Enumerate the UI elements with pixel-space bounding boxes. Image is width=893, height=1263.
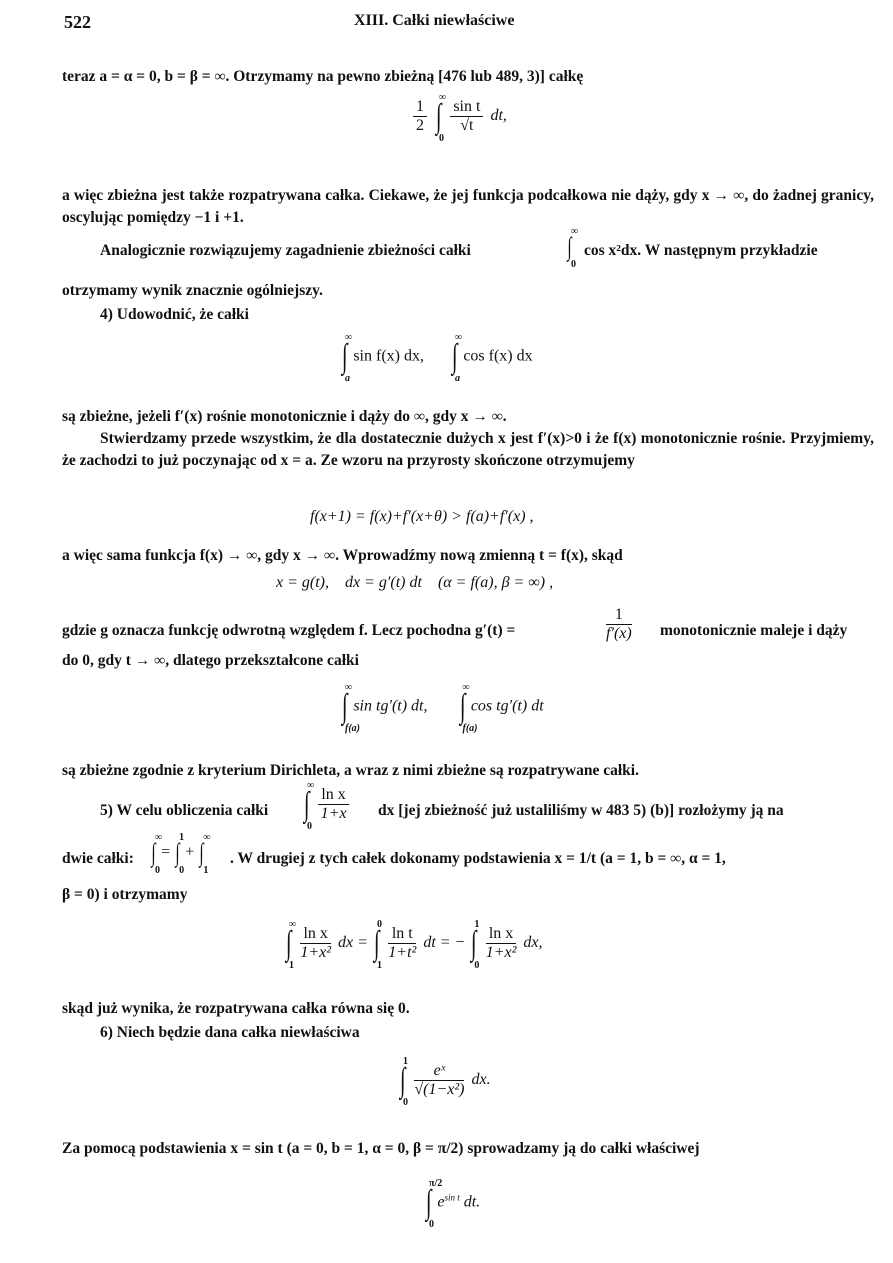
- paragraph-8-end: do 0, gdy t → ∞, dlatego przekształcone całki: [62, 652, 359, 669]
- paragraph-3-end: otrzymamy wynik znacznie ogólniejszy.: [62, 282, 323, 299]
- formula-ln-over-1-plus-x: ∫ ∞ 0 $\frac{\text{ln x}}{1+x}$: [302, 786, 352, 823]
- paragraph-11-mid: . W drugiej z tych całek dokonamy podstawienia x = 1/t (a = 1, b = ∞, α = 1,: [230, 850, 726, 867]
- paragraph-3-start: Analogicznie rozwiązujemy zagadnienie zbieżności całki: [100, 242, 471, 259]
- inline-integral: ∫ ∞ 0: [567, 226, 579, 270]
- paragraph-9: są zbieżne zgodnie z kryterium Dirichleta, a wraz z nimi zbieżne są rozpatrywane całki.: [62, 762, 639, 779]
- paragraph-6: Stwierdzamy przede wszystkim, że dla dostatecznie dużych x jest f′(x)>0 i że f(x) monotonicznie rośnie. Przyjmiemy, że zachodzi to już poczynając od x = a. Ze wzoru na przyrosty skończone otrzymujemy: [62, 430, 874, 469]
- formula-transformed-integrals: ∫ ∞ f(a) sin tg′(t) dt, ∫ ∞ f(a) cos tg′(t) dt: [341, 682, 544, 734]
- formula-half-sin-integral: $\frac{1}{2}$ ∫ ∞ 0 $\frac{\text{sin t}}{√t}$ dt,: [410, 98, 507, 135]
- paragraph-3-mid: cos x²dx. W następnym przykładzie: [584, 242, 818, 259]
- paragraph-14: Za pomocą podstawienia x = sin t (a = 0, b = 1, α = 0, β = π/2) sprowadzamy ją do całki właściwej: [62, 1140, 700, 1157]
- paragraph-5: są zbieżne, jeżeli f′(x) rośnie monotonicznie i dąży do ∞, gdy x → ∞.: [62, 408, 507, 425]
- page-number: 522: [64, 12, 91, 32]
- paragraph-10-end: dx [jej zbieżność już ustaliliśmy w 483 5) (b)] rozłożymy ją na: [378, 802, 784, 819]
- paragraph-2: a więc zbieżna jest także rozpatrywana całka. Ciekawe, że jej funkcja podcałkowa nie dąży, gdy x → ∞, do żadnej granicy, oscylując pomiędzy −1 i +1.: [62, 187, 874, 226]
- item-6-heading: 6) Niech będzie dana całka niewłaściwa: [100, 1024, 360, 1041]
- coefficient-fraction: $\frac{1}{2}$: [413, 98, 427, 135]
- integral-sign: ∫ ∞ 0: [435, 91, 447, 144]
- formula-ln-substitution-chain: ∫ ∞ 1 $\frac{\text{ln x}}{\text{1+x²}}$ dx = ∫ 0 1 $\frac{\text{ln t}}{\text{1+t²}}$ dt = − ∫ 1 0 $\frac{\text{ln x}}{\text{1+x²}}$ dx,: [285, 918, 543, 971]
- chapter-title: XIII. Całki niewłaściwe: [354, 12, 515, 29]
- formula-increment: f(x+1) = f(x)+f′(x+θ) > f(a)+f′(x) ,: [310, 508, 534, 525]
- paragraph-11-end: β = 0) i otrzymamy: [62, 886, 188, 903]
- paragraph-12: skąd już wynika, że rozpatrywana całka równa się 0.: [62, 1000, 410, 1017]
- item-4-heading: 4) Udowodnić, że całki: [100, 306, 249, 323]
- paragraph-8-start: gdzie g oznacza funkcję odwrotną względem f. Lecz pochodna g′(t) =: [62, 622, 516, 639]
- formula-substitution: x = g(t), dx = g′(t) dt (α = f(a), β = ∞) ,: [276, 574, 554, 591]
- paragraph-1: teraz a = α = 0, b = β = ∞. Otrzymamy na pewno zbieżną [476 lub 489, 3)] całkę: [62, 68, 584, 85]
- paragraph-8-mid: monotonicznie maleje i dąży: [660, 622, 848, 639]
- paragraph-10-start: 5) W celu obliczenia całki: [100, 802, 269, 819]
- formula-sin-cos-fx: ∫ ∞ a sin f(x) dx, ∫ ∞ a cos f(x) dx: [341, 332, 533, 384]
- fraction-one-over-fprime: $\frac{1}{f'(x)}$: [606, 606, 632, 642]
- formula-split-integral: ∫ ∞ 0 = ∫ 1 0 + ∫ ∞ 1: [151, 832, 211, 876]
- formula-e-sin-t: ∫ π/2 0 $e^{sin t}$ dt.: [425, 1178, 481, 1230]
- paragraph-11-start: dwie całki:: [62, 850, 134, 867]
- paragraph-7: a więc sama funkcja f(x) → ∞, gdy x → ∞. Wprowadźmy nową zmienną t = f(x), skąd: [62, 547, 623, 564]
- formula-ex-over-sqrt: ∫ 1 0 $\frac{\text{eˣ}}{\text{√(1−x²)}}$ dx.: [399, 1055, 491, 1108]
